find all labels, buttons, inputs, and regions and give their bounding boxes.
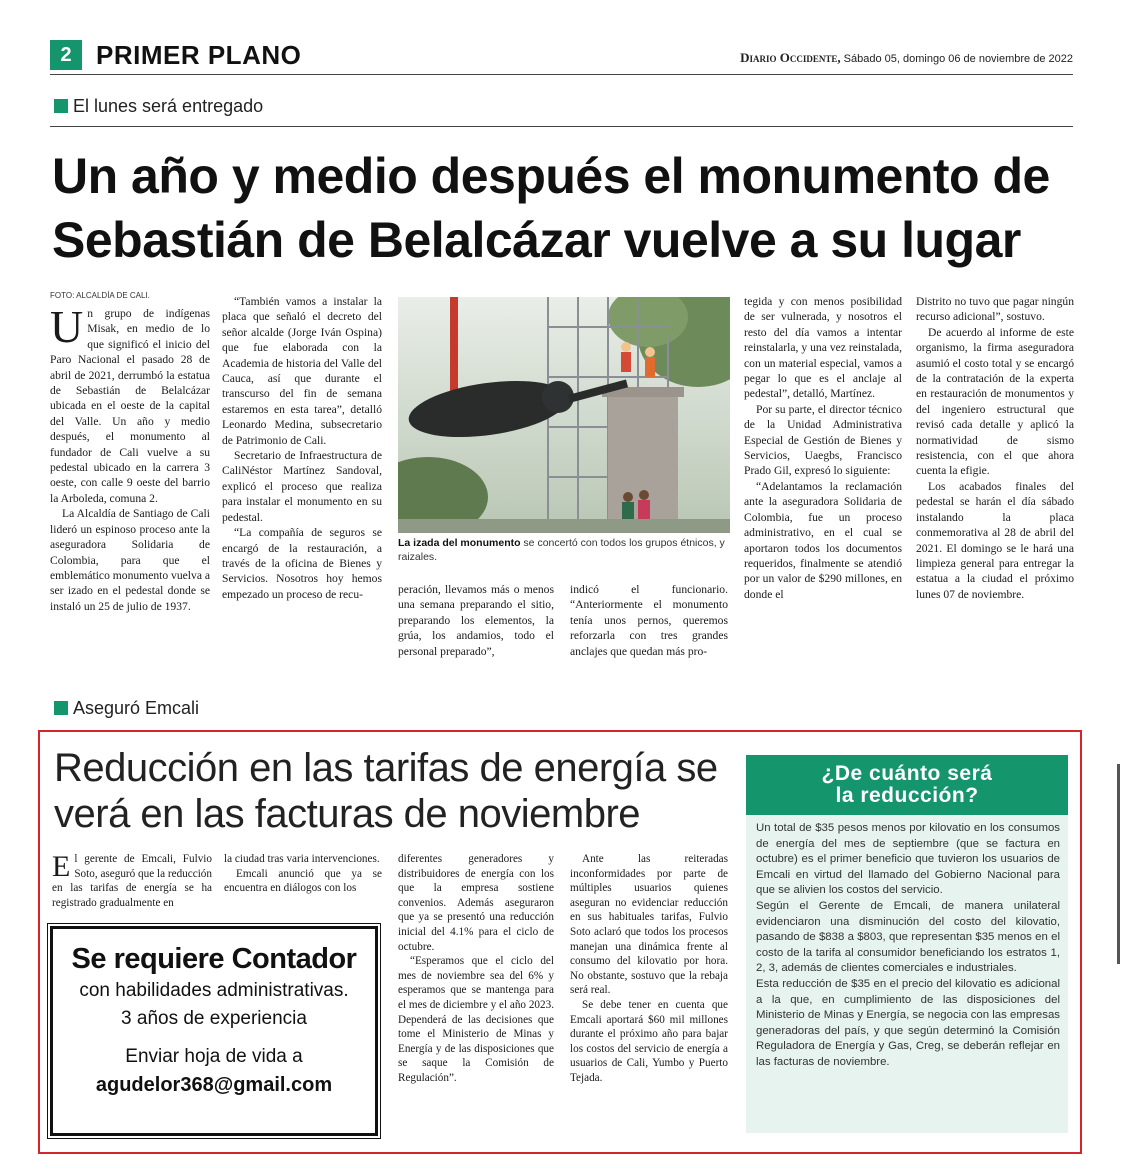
sidebar-paragraph: Según el Gerente de Emcali, de manera unilateral evidenciaron una disminución del costo del kilovatio, pasando de $838 a $803, que representan $35 menos en el costo de la tarifa al consumidor beneficiando los estratos 1, 2, 3, además de clientes comerciales e industriales.	[756, 899, 1060, 975]
article1-column-1	[50, 301, 211, 614]
sidebar-box	[746, 755, 1068, 1133]
caption-text: se concertó con todos los grupos étnicos, y raizales.	[398, 537, 725, 563]
sidebar-paragraph: Esta reducción de $35 en el precio del kilovatio es adicional a la que, en cumplimiento de las disposiciones del Ministerio de Minas y Energía, se negocia con las empresas generadoras del país, y que según determinó la Comisión Reguladora de Energía y Gas, Creg, se deberán reflejar en las facturas de noviembre.	[756, 977, 1060, 1068]
kicker-rule	[50, 126, 1073, 127]
article2-paragraph: Se debe tener en cuenta que Emcali aportará $60 mil millones durante el próximo año para bajar los costos del servicio de energía a usuarios de Cali, Yumbo y Puerto Tejada.	[570, 998, 728, 1084]
article1-kicker-text: El lunes será entregado	[73, 96, 264, 116]
article2-headline: Reducción en las tarifas de energía se verá en las facturas de noviembre	[54, 746, 718, 836]
dropcap: U	[50, 301, 84, 352]
article1-headline: Un año y medio después el monumento de Sebastián de Belalcázar vuelve a su lugar	[52, 148, 1050, 268]
article1-paragraph	[50, 301, 210, 506]
article1-paragraph: “Adelantamos la reclamación ante la aseguradora Solidaria de Colombia, fue un proceso administrativo, en el cual se aportaron todos los documentos requeridos, finalmente se atendió por un valor de $290 millones, en donde el	[744, 479, 902, 601]
job-ad-line: Enviar hoja de vida a	[125, 1046, 303, 1067]
article1-paragraph: peración, llevamos más o menos una semana preparando el sitio, preparando los elementos, la grúa, los andamios, todo el personal preparado”,	[398, 583, 554, 658]
page-edge-mark	[1117, 764, 1120, 964]
sidebar-body	[756, 821, 1060, 1071]
sidebar-title-line: la reducción?	[835, 784, 979, 807]
job-ad-title: Se requiere Contador	[71, 943, 357, 975]
sidebar-title	[746, 755, 1068, 815]
article2-column-2	[224, 852, 382, 896]
dropcap: E	[52, 850, 71, 883]
sidebar-title-line: ¿De cuánto será	[821, 762, 993, 785]
issue-date: Sábado 05, domingo 06 de noviembre de 2022	[843, 53, 1073, 65]
article2-kicker-text: Aseguró Emcali	[73, 698, 200, 718]
article1-paragraph: De acuerdo al informe de este organismo, la firma aseguradora asumió el costo total y se encargó de la contratación de la experta en restauración de monumentos y del ingeniero estructural que revisó cada detalle y aplicó la normatividad de sismo resistencia, con el que ahora cuenta la efigie.	[916, 325, 1074, 478]
article1-paragraph: Por su parte, el director técnico de la Unidad Administrativa Especial de Gestión de Bienes y Servicios, Uaegbs, Francisco Prado Gil, expresó lo siguiente:	[744, 402, 902, 478]
monument-photo	[398, 297, 730, 533]
article1-paragraph: “La compañía de seguros se encargó de la restauración, a través de la oficina de Bienes y Servicios. Nosotros hoy hemos empezado un proceso de recu-	[222, 526, 382, 601]
green-square-icon	[54, 701, 68, 715]
article1-column-2	[222, 294, 382, 602]
article2-kicker	[54, 698, 199, 718]
article2-paragraph: Ante las reiteradas inconformidades por parte de múltiples usuarios quienes aseguran no evidenciar reducción en sus habituales tarifas, Fulvio Soto aclaró que todos los procesos manejan una dinámica frente al consumo del kilovatio por hora. No obstante, sostuvo que la rebaja será real.	[570, 853, 728, 997]
paragraph-text: n grupo de indígenas Misak, en medio de lo que significó el inicio del Paro Nacional el pasado 28 de abril de 2021, derrumbó la estatua de Sebastián de Belalcázar ubicada en el oeste de la capital del Valle. Un año y medio después, el monumento al fundador de Cali vuelve a su pedestal ubicado en la carrera 3 oeste, con calle 9 oeste del barrio la Arboleda, comuna 2.	[50, 307, 210, 505]
article1-paragraph: Distrito no tuvo que pagar ningún recurso adicional”, sostuvo.	[916, 295, 1074, 324]
header-rule	[50, 74, 1073, 75]
article2-paragraph: diferentes generadores y distribuidores de energía con los que la empresa sostiene convenios. Además aseguraron que ya se presentó una reducción inicial del 4.1% para el ciclo de octubre.	[398, 853, 554, 953]
article1-paragraph: Secretario de Infraestructura de CaliNéstor Martínez Sandoval, explicó el proceso que realiza para instalar el monumento en su pedestal.	[222, 449, 382, 524]
sidebar-paragraph: Un total de $35 pesos menos por kilovatio en los consumos de energía del mes de septiembre (que se factura en octubre) es el primer beneficio que tuvieron los usuarios de Emcali en virtud del llamado del Gobierno Nacional para que se alivien los costos del servicio.	[756, 822, 1060, 897]
article1-paragraph: La Alcaldía de Santiago de Cali lideró un espinoso proceso ante la aseguradora Solidaria de Colombia, para que el emblemático monumento vuelva a ser izado en el pedestal donde se instaló un 25 de julio de 1937.	[50, 507, 211, 613]
article2-paragraph: Emcali anunció que ya se encuentra en diálogos con los	[224, 867, 382, 895]
green-square-icon	[54, 99, 68, 113]
article1-column-4	[570, 582, 728, 659]
caption-bold: La izada del monumento	[398, 537, 521, 549]
article2-column-4	[570, 852, 728, 1086]
job-ad-line: con habilidades administrativas.	[79, 980, 349, 1001]
dateline	[740, 50, 1073, 66]
article1-paragraph: Los acabados finales del pedestal se harán el día sábado instalando la placa conmemorativa al 28 de abril del 2021. El domingo se le hará una limpieza general para entregar la estatua a la ciudad el próximo lunes 07 de noviembre.	[916, 479, 1074, 601]
article2-paragraph: “Esperamos que el ciclo del mes de noviembre sea del 6% y esperamos que se mantenga para el mes de diciembre y el año 2023. Dependerá de las decisiones que tome el Ministerio de Minas y Energía y de las disposiciones que se saque la Comisión de Regulación”.	[398, 955, 554, 1084]
article1-column-3	[398, 582, 554, 659]
article1-paragraph: “También vamos a instalar la placa que señaló el decreto del señor alcalde (Jorge Iván Ospina) que fue elaborada con la Academia de historia del Valle del Cauca, así que durante el transcurso del fin de semana estaremos en esta tarea”, detalló Leonardo Medina, subsecretario de Patrimonio de Cali.	[222, 295, 382, 447]
paper-name: Diario Occidente,	[740, 50, 841, 65]
photo-credit: FOTO: ALCALDÍA DE CALI.	[50, 291, 150, 300]
article2-column-1	[52, 852, 212, 910]
paragraph-text: l gerente de Emcali, Fulvio Soto, aseguró que la reducción en las tarifas de energía se ha registrado gradualmente en	[52, 853, 212, 909]
article2-paragraph: la ciudad tras varia intervenciones.	[224, 853, 380, 865]
article1-paragraph: indicó el funcionario. “Anteriormente el monumento tenía unos pernos, queremos reforzarla con tres grandes anclajes que quedan más pro-	[570, 583, 728, 658]
article1-column-6	[916, 294, 1074, 602]
article1-kicker	[54, 96, 263, 116]
article1-paragraph: tegida y con menos posibilidad de ser vulnerada, y nosotros el resto del día vamos a intentar reinstalarla, y una vez reinstalada, con un material especial, vamos a pegar lo que es el anclaje al pedestal”, detalló, Martínez.	[744, 295, 902, 401]
article1-column-5	[744, 294, 902, 602]
page-number: 2	[50, 40, 82, 70]
article2-paragraph	[52, 852, 212, 910]
monument-photo-illustration	[398, 297, 730, 533]
section-title: PRIMER PLANO	[96, 40, 302, 70]
photo-caption	[398, 536, 730, 564]
job-ad	[50, 926, 378, 1136]
article2-column-3	[398, 852, 554, 1086]
job-ad-email[interactable]: agudelor368@gmail.com	[95, 1074, 333, 1096]
job-ad-line: 3 años de experiencia	[121, 1008, 307, 1029]
